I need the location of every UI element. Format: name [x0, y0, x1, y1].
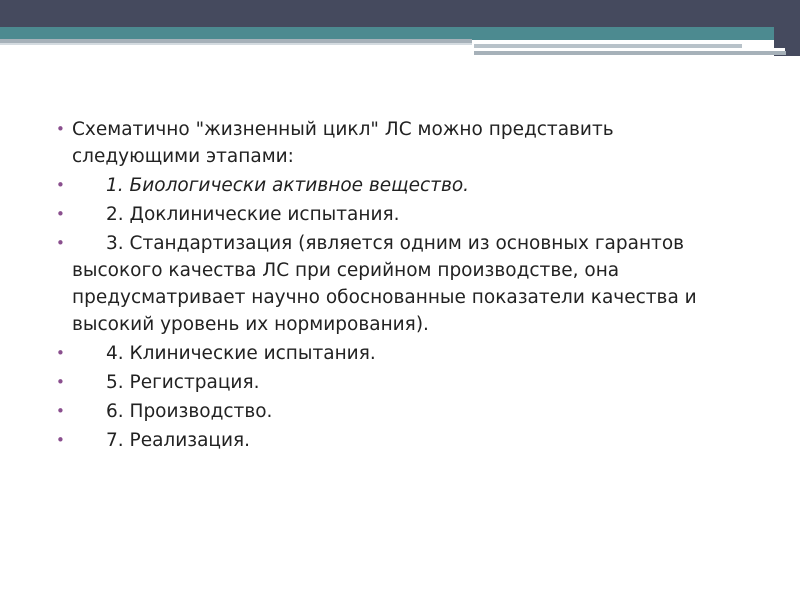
- list-item-text: 2. Доклинические испытания.: [106, 204, 400, 225]
- header-white-notch: [640, 48, 785, 51]
- list-item-text: Схематично "жизненный цикл" ЛС можно представить следующими этапами:: [72, 119, 614, 167]
- list-item-text: 4. Клинические испытания.: [106, 343, 376, 364]
- list-item: [56, 230, 746, 338]
- bullet-icon: •: [56, 402, 65, 420]
- bullet-icon: •: [56, 431, 65, 449]
- list-item: [56, 427, 746, 454]
- list-item-text: 1. Биологически активное вещество.: [106, 175, 470, 196]
- list-item: [56, 172, 746, 199]
- list-item-text: 6. Производство.: [106, 401, 273, 422]
- bullet-icon: •: [56, 176, 65, 194]
- header-gray-line-right-lower: [474, 51, 786, 55]
- bullet-icon: •: [56, 120, 65, 138]
- bullet-icon: •: [56, 234, 65, 252]
- bullet-icon: •: [56, 373, 65, 391]
- list-item: [56, 116, 746, 170]
- list-item-text: 3. Стандартизация (является одним из основных гарантов высокого качества ЛС при серийном производстве, она предусматривает научно обоснованные показатели качества и высокий уровень их нормирования).: [72, 233, 697, 335]
- slide-header-decoration: [0, 0, 800, 60]
- list-item-text: 5. Регистрация.: [106, 372, 260, 393]
- list-item: [56, 398, 746, 425]
- list-item: [56, 369, 746, 396]
- list-item: [56, 340, 746, 367]
- list-item-text: 7. Реализация.: [106, 430, 251, 451]
- slide-body: [56, 116, 746, 456]
- bullet-icon: •: [56, 205, 65, 223]
- header-light-line-left: [0, 43, 472, 45]
- header-dark-band: [0, 0, 800, 27]
- bullet-icon: •: [56, 344, 65, 362]
- list-item: [56, 201, 746, 228]
